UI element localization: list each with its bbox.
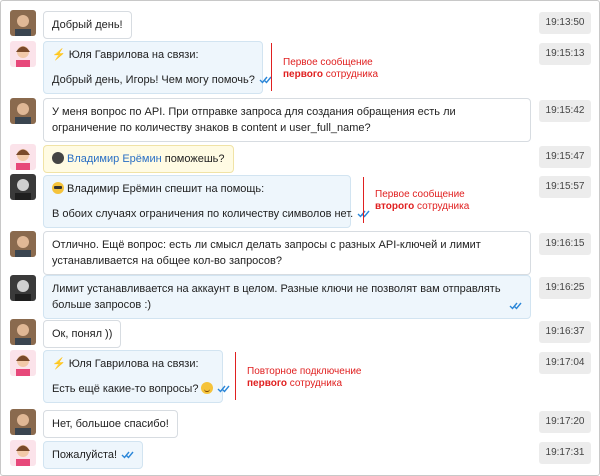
annotation-marker bbox=[235, 352, 236, 400]
bolt-icon: ⚡ bbox=[52, 358, 66, 370]
sunglasses-emoji-icon bbox=[52, 182, 64, 194]
client-avatar bbox=[10, 409, 36, 435]
client-avatar bbox=[10, 231, 36, 257]
operator-avatar bbox=[10, 440, 36, 466]
message-time: 19:15:47 bbox=[539, 146, 591, 168]
message-text: Добрый день, Игорь! Чем могу помочь? bbox=[52, 74, 255, 86]
message-bubble bbox=[43, 350, 223, 403]
double-check-icon bbox=[259, 75, 272, 84]
message-text: Нет, большое спасибо! bbox=[52, 418, 169, 430]
double-check-icon bbox=[217, 384, 230, 393]
mention-avatar bbox=[52, 152, 64, 164]
client-avatar bbox=[10, 10, 36, 36]
message-bubble bbox=[43, 11, 132, 39]
client-avatar bbox=[10, 98, 36, 124]
message-bubble bbox=[43, 320, 121, 348]
note-bubble bbox=[43, 145, 234, 173]
operator-avatar bbox=[10, 275, 36, 301]
message-bubble bbox=[43, 441, 143, 469]
message-bubble bbox=[43, 410, 178, 438]
double-check-icon bbox=[121, 450, 134, 459]
operator-avatar bbox=[10, 41, 36, 67]
message-time: 19:16:15 bbox=[539, 233, 591, 255]
message-text: Пожалуйста! bbox=[52, 449, 118, 461]
operator-intro: ⚡ Юля Гаврилова на связи: bbox=[52, 358, 199, 370]
message-text: Отлично. Ещё вопрос: есть ли смысл делать запросы с разных API-ключей и лимит устанавливается на общее кол-во запросов? bbox=[52, 239, 481, 267]
operator-intro: ⚡ Юля Гаврилова на связи: bbox=[52, 49, 199, 61]
message-text: поможешь? bbox=[164, 153, 225, 165]
annotation-marker bbox=[271, 43, 272, 91]
operator-avatar bbox=[10, 144, 36, 170]
annotation: Первое сообщение первого сотрудника bbox=[283, 57, 379, 80]
message-text: Лимит устанавливается на аккаунт в целом. Разные ключи не позволят вам отправлять больше запросов :) bbox=[52, 283, 501, 311]
operator-avatar bbox=[10, 174, 36, 200]
mention-link[interactable]: Владимир Ерёмин bbox=[67, 153, 162, 165]
operator-avatar bbox=[10, 350, 36, 376]
message-bubble bbox=[43, 231, 531, 275]
annotation-marker bbox=[363, 177, 364, 223]
annotation: Первое сообщение второго сотрудника bbox=[375, 189, 470, 212]
message-time: 19:17:31 bbox=[539, 442, 591, 464]
message-text: Добрый день! bbox=[52, 19, 123, 31]
smile-emoji-icon bbox=[201, 382, 213, 394]
client-avatar bbox=[10, 319, 36, 345]
message-time: 19:17:20 bbox=[539, 411, 591, 433]
message-text: У меня вопрос по API. При отправке запроса для создания обращения есть ли ограничение по количеству знаков в content и user_full_name? bbox=[52, 106, 456, 134]
message-bubble bbox=[43, 98, 531, 142]
message-bubble bbox=[43, 275, 531, 319]
message-time: 19:15:57 bbox=[539, 176, 591, 198]
bolt-icon: ⚡ bbox=[52, 49, 66, 61]
message-time: 19:15:13 bbox=[539, 43, 591, 65]
message-time: 19:16:25 bbox=[539, 277, 591, 299]
operator-intro: Владимир Ерёмин спешит на помощь: bbox=[52, 181, 342, 197]
message-time: 19:16:37 bbox=[539, 321, 591, 343]
message-text: В обоих случаях ограничения по количеству символов нет. bbox=[52, 208, 354, 220]
message-time: 19:17:04 bbox=[539, 352, 591, 374]
message-time: 19:15:42 bbox=[539, 100, 591, 122]
annotation: Повторное подключение первого сотрудника bbox=[247, 366, 362, 389]
double-check-icon bbox=[509, 301, 522, 310]
message-time: 19:13:50 bbox=[539, 12, 591, 34]
message-bubble bbox=[43, 175, 354, 228]
message-bubble bbox=[43, 41, 263, 94]
message-text: Ок, понял )) bbox=[52, 328, 113, 340]
message-text: Есть ещё какие-то вопросы? bbox=[52, 383, 199, 395]
